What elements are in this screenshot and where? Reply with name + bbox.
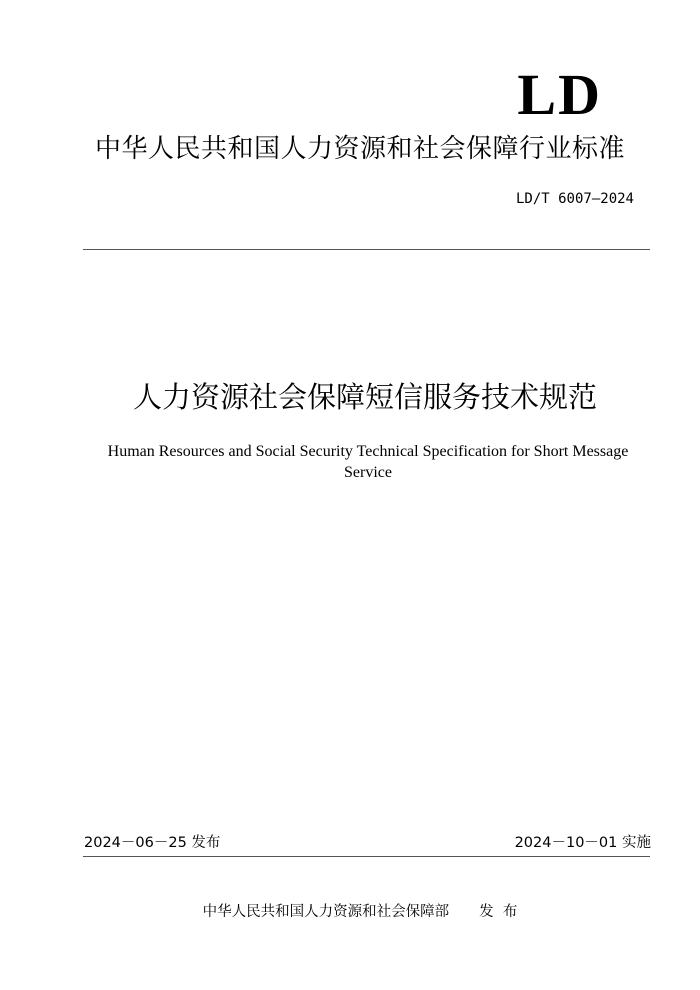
standard-logo: LD: [517, 62, 602, 127]
issue-date: 2024－06－25 发布: [84, 835, 221, 851]
implementation-date: 2024－10－01 实施: [514, 835, 651, 851]
document-title-english: [88, 441, 648, 483]
issuer-action: 发 布: [479, 904, 518, 920]
english-title-line-2: Service: [344, 464, 392, 481]
english-title-line-1: Human Resources and Social Security Technical Specification for Short Message: [107, 443, 629, 460]
standard-number: LD/T 6007—2024: [515, 191, 634, 207]
industry-standard-title: 中华人民共和国人力资源和社会保障行业标准: [94, 134, 625, 164]
document-title-chinese: 人力资源社会保障短信服务技术规范: [132, 380, 597, 414]
issuing-authority: [0, 904, 700, 921]
header-divider: [83, 249, 650, 250]
issuer-name: 中华人民共和国人力资源和社会保障部: [202, 904, 450, 920]
footer-divider: [83, 856, 650, 857]
